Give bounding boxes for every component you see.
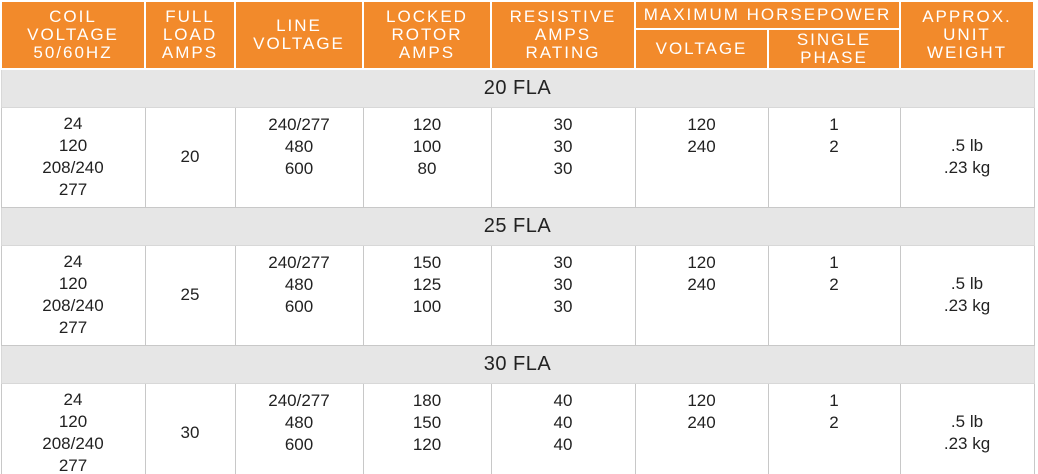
coil-voltage-cell-line: 120 [58,136,88,155]
resistive-amps-cell-line: 40 [553,412,573,432]
resistive-amps-cell-line: 40 [553,390,573,410]
section-title: 20 FLA [1,69,1034,107]
hp-voltage-cell-line: 240 [687,412,716,432]
locked-rotor-amps-cell-line: 120 [412,434,442,454]
coil-voltage-cell-line: 24 [63,114,83,133]
locked-rotor-amps-cell-line: 120 [412,114,442,134]
unit-weight-cell [900,107,1034,207]
resistive-amps-cell-line: 30 [553,114,573,134]
hp-single-phase-cell-line: 2 [829,274,839,294]
coil-voltage-cell-line: 277 [58,456,88,474]
full-load-amps-cell: 20 [145,107,235,207]
resistive-amps-cell [491,245,635,345]
resistive-amps-cell-line: 40 [553,434,573,454]
header-row [1,1,1034,29]
table-row [1,107,1034,207]
table-row [1,383,1034,474]
section-row [1,345,1034,383]
hp-single-phase-cell-line: 2 [829,136,839,156]
coil-voltage-cell-line: 208/240 [42,296,104,315]
locked-rotor-amps-cell [363,245,491,345]
table-body [1,69,1034,474]
hp-voltage-cell [635,245,768,345]
hp-voltage-cell [635,107,768,207]
resistive-amps-cell-line: 30 [553,158,573,178]
coil-voltage-cell [1,383,145,474]
section-row [1,207,1034,245]
hp-single-phase-cell [768,107,900,207]
hp-single-phase-cell-line: 1 [829,114,839,134]
hp-voltage-cell-line: 240 [687,274,716,294]
line-voltage-cell-line: 480 [284,412,314,432]
unit-weight-cell-line: .23 kg [943,158,991,177]
coil-voltage-cell-line: 277 [58,318,88,337]
unit-weight-cell [900,383,1034,474]
resistive-amps-cell-line: 30 [553,252,573,272]
coil-voltage-cell [1,107,145,207]
line-voltage-cell [235,107,363,207]
line-voltage-cell-line: 600 [284,296,314,316]
locked-rotor-amps-cell [363,107,491,207]
line-voltage-cell-line: 600 [284,434,314,454]
unit-weight-cell-line: .5 lb [950,412,984,431]
locked-rotor-amps-cell-line: 100 [412,296,442,316]
resistive-amps-cell [491,383,635,474]
line-voltage-cell [235,383,363,474]
coil-voltage-cell-line: 120 [58,412,88,431]
line-voltage-cell-line: 480 [284,136,314,156]
section-title: 25 FLA [1,207,1034,245]
section-row [1,69,1034,107]
hp-voltage-cell-line: 120 [687,252,716,272]
hp-single-phase-cell-line: 1 [829,390,839,410]
unit-weight-cell [900,245,1034,345]
coil-voltage-cell-line: 208/240 [42,158,104,177]
header-hp-voltage: VOLTAGE [635,29,768,69]
resistive-amps-cell [491,107,635,207]
coil-voltage-cell-line: 24 [63,390,83,409]
hp-single-phase-cell [768,245,900,345]
section-title: 30 FLA [1,345,1034,383]
line-voltage-cell-line: 480 [284,274,314,294]
hp-voltage-cell-line: 120 [687,390,716,410]
line-voltage-cell-line: 240/277 [268,252,330,272]
header-full-load-amps: FULL LOAD AMPS [145,1,235,69]
locked-rotor-amps-cell-line: 150 [412,412,442,432]
header-unit-weight: APPROX. UNIT WEIGHT [900,1,1034,69]
header-maximum-horsepower: MAXIMUM HORSEPOWER [635,1,900,29]
coil-voltage-cell-line: 24 [63,252,83,271]
hp-voltage-cell [635,383,768,474]
unit-weight-cell-line: .23 kg [943,296,991,315]
hp-single-phase-cell-line: 2 [829,412,839,432]
unit-weight-cell-line: .23 kg [943,434,991,453]
resistive-amps-cell-line: 30 [553,136,573,156]
locked-rotor-amps-cell [363,383,491,474]
line-voltage-cell-line: 240/277 [268,390,330,410]
locked-rotor-amps-cell-line: 125 [412,274,442,294]
coil-voltage-cell-line: 208/240 [42,434,104,453]
hp-single-phase-cell [768,383,900,474]
coil-voltage-cell [1,245,145,345]
line-voltage-cell [235,245,363,345]
locked-rotor-amps-cell-line: 80 [417,158,437,178]
full-load-amps-cell: 30 [145,383,235,474]
header-single-phase: SINGLE PHASE [768,29,900,69]
header-locked-rotor-amps: LOCKED ROTOR AMPS [363,1,491,69]
hp-voltage-cell-line: 120 [687,114,716,134]
table-row [1,245,1034,345]
header-resistive-amps-rating: RESISTIVE AMPS RATING [491,1,635,69]
coil-voltage-cell-line: 277 [58,180,88,199]
unit-weight-cell-line: .5 lb [950,274,984,293]
line-voltage-cell-line: 240/277 [268,114,330,134]
unit-weight-cell-line: .5 lb [950,136,984,155]
resistive-amps-cell-line: 30 [553,274,573,294]
hp-single-phase-cell-line: 1 [829,252,839,272]
resistive-amps-cell-line: 30 [553,296,573,316]
hp-voltage-cell-line: 240 [687,136,716,156]
header-line-voltage: LINE VOLTAGE [235,1,363,69]
line-voltage-cell-line: 600 [284,158,314,178]
header-coil-voltage: COIL VOLTAGE 50/60HZ [1,1,145,69]
full-load-amps-cell: 25 [145,245,235,345]
coil-voltage-cell-line: 120 [58,274,88,293]
locked-rotor-amps-cell-line: 150 [412,252,442,272]
locked-rotor-amps-cell-line: 100 [412,136,442,156]
locked-rotor-amps-cell-line: 180 [412,390,442,410]
